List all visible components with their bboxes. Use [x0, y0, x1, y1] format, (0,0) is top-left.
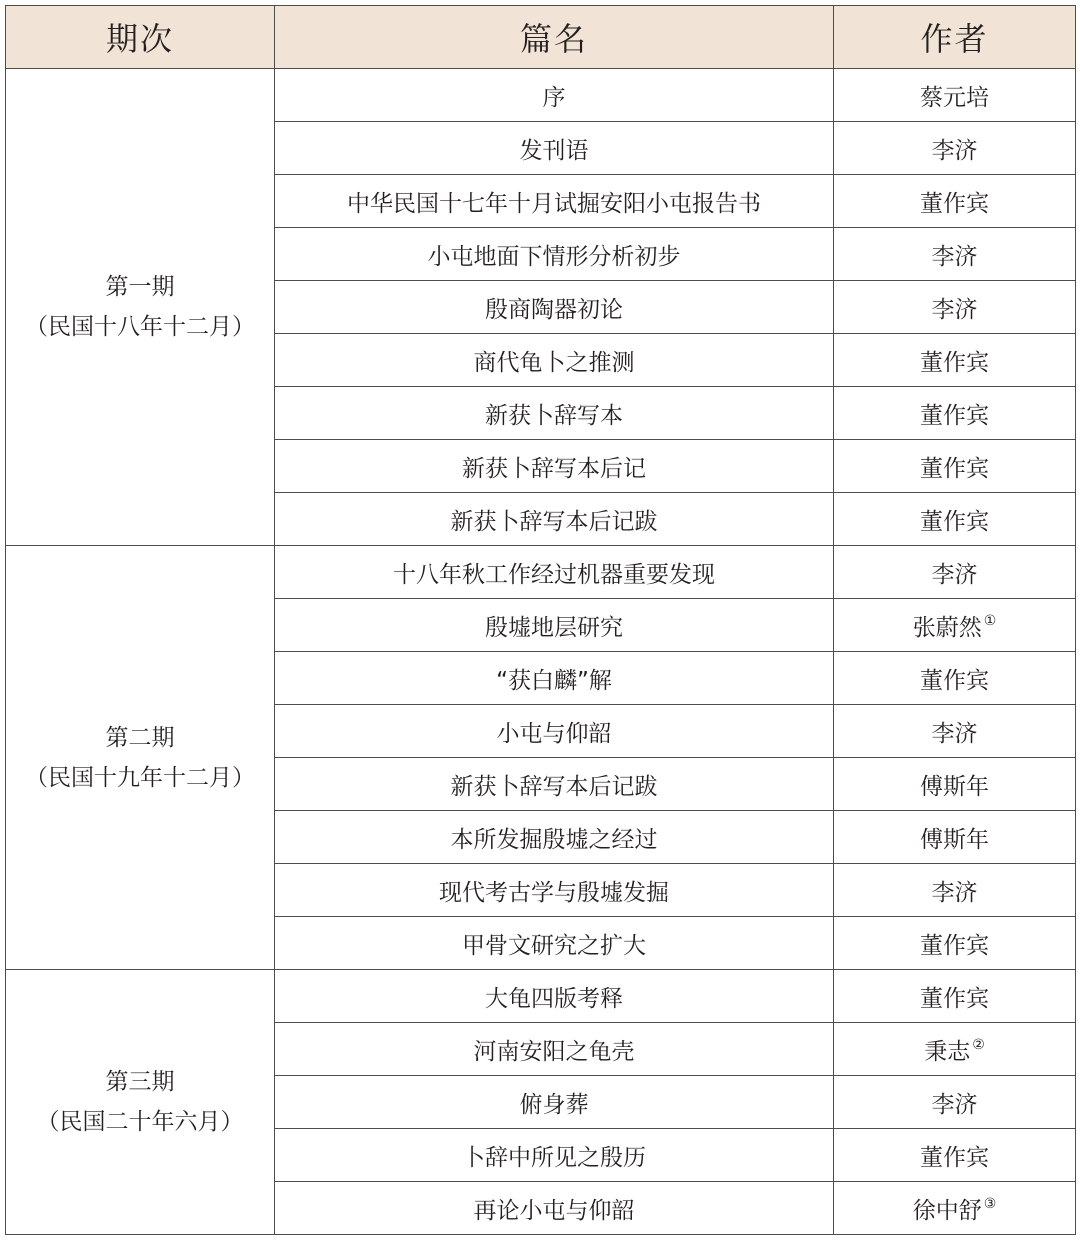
- article-author: 董作宾: [920, 402, 989, 429]
- article-author-cell: [834, 917, 1076, 970]
- article-author-cell: [834, 122, 1076, 175]
- article-author: 董作宾: [920, 985, 989, 1012]
- article-title: 商代龟卜之推测: [275, 334, 834, 387]
- issue-cell: [6, 69, 275, 546]
- footnote-marker: ②: [972, 1036, 985, 1053]
- article-author: 李济: [931, 561, 978, 588]
- article-author-cell: [834, 1076, 1076, 1129]
- header-row: [6, 6, 1076, 69]
- issue-date: （民国十九年十二月）: [25, 764, 255, 791]
- article-title: 新获卜辞写本后记跋: [275, 493, 834, 546]
- issue-date: （民国二十年六月）: [36, 1109, 244, 1135]
- article-author: 李济: [931, 243, 978, 270]
- article-author-cell: [834, 705, 1076, 758]
- article-author: 傅斯年: [920, 773, 989, 800]
- article-author-cell: [834, 228, 1076, 281]
- article-author: 董作宾: [920, 349, 989, 376]
- issue-cell: [6, 546, 275, 970]
- article-title: 十八年秋工作经过机器重要发现: [275, 546, 834, 599]
- article-title: 小屯与仰韶: [275, 705, 834, 758]
- table-row: [6, 546, 1076, 599]
- issue-cell: [6, 970, 275, 1235]
- article-author-cell: [834, 175, 1076, 228]
- issue-name: 第二期: [105, 724, 175, 751]
- article-title: 现代考古学与殷墟发掘: [275, 864, 834, 917]
- article-title: 卜辞中所见之殷历: [275, 1129, 834, 1182]
- article-author-cell: [834, 970, 1076, 1023]
- article-title: 再论小屯与仰韶: [275, 1182, 834, 1235]
- article-author: 董作宾: [920, 508, 989, 535]
- article-author: 傅斯年: [920, 826, 989, 853]
- article-author: 李济: [931, 296, 978, 323]
- header-issue: 期次: [6, 6, 275, 69]
- footnote-marker: ③: [983, 1195, 997, 1212]
- article-title: 俯身葬: [275, 1076, 834, 1129]
- article-author-cell: [834, 334, 1076, 387]
- table-row: [6, 970, 1076, 1023]
- article-author-cell: [834, 1023, 1076, 1076]
- article-author: 董作宾: [920, 667, 989, 694]
- article-title: 发刊语: [275, 122, 834, 175]
- article-title: 殷墟地层研究: [275, 599, 834, 652]
- issue-name: 第三期: [105, 1069, 175, 1095]
- article-title: 本所发掘殷墟之经过: [275, 811, 834, 864]
- article-author-cell: [834, 440, 1076, 493]
- article-author-cell: [834, 281, 1076, 334]
- table-of-contents: [5, 5, 1076, 1235]
- article-author-cell: [834, 493, 1076, 546]
- article-title: 甲骨文研究之扩大: [275, 917, 834, 970]
- article-author-cell: [834, 1129, 1076, 1182]
- article-author-cell: [834, 864, 1076, 917]
- article-title: 中华民国十七年十月试掘安阳小屯报告书: [275, 175, 834, 228]
- article-author: 董作宾: [920, 190, 989, 217]
- issue-date: （民国十八年十二月）: [25, 314, 255, 340]
- header-author: 作者: [834, 6, 1076, 69]
- footnote-marker: ①: [983, 612, 997, 629]
- article-author-cell: [834, 546, 1076, 599]
- article-title: “获白麟”解: [275, 652, 834, 705]
- article-author-cell: [834, 599, 1076, 652]
- article-author: 李济: [931, 720, 978, 747]
- article-author: 李济: [931, 1091, 978, 1118]
- article-title: 新获卜辞写本后记跋: [275, 758, 834, 811]
- article-author-cell: [834, 758, 1076, 811]
- article-title: 新获卜辞写本后记: [275, 440, 834, 493]
- article-author: 董作宾: [920, 1144, 989, 1171]
- table-row: [6, 69, 1076, 122]
- article-title: 序: [275, 69, 834, 122]
- issue-name: 第一期: [105, 274, 175, 300]
- article-author: 李济: [931, 137, 978, 164]
- article-author: 张蔚然: [912, 614, 982, 641]
- article-author-cell: [834, 69, 1076, 122]
- article-title: 大龟四版考释: [275, 970, 834, 1023]
- article-title: 小屯地面下情形分析初步: [275, 228, 834, 281]
- article-author-cell: [834, 1182, 1076, 1235]
- article-author-cell: [834, 652, 1076, 705]
- article-title: 河南安阳之龟壳: [275, 1023, 834, 1076]
- table-body: [6, 69, 1076, 1235]
- article-author: 秉志: [924, 1038, 971, 1065]
- header-title: 篇名: [275, 6, 834, 69]
- article-author: 李济: [931, 879, 978, 906]
- article-author-cell: [834, 811, 1076, 864]
- article-author: 董作宾: [920, 455, 989, 482]
- article-author: 董作宾: [920, 932, 989, 959]
- article-author: 徐中舒: [912, 1197, 982, 1224]
- article-title: 殷商陶器初论: [275, 281, 834, 334]
- article-author: 蔡元培: [920, 84, 989, 111]
- article-author-cell: [834, 387, 1076, 440]
- article-title: 新获卜辞写本: [275, 387, 834, 440]
